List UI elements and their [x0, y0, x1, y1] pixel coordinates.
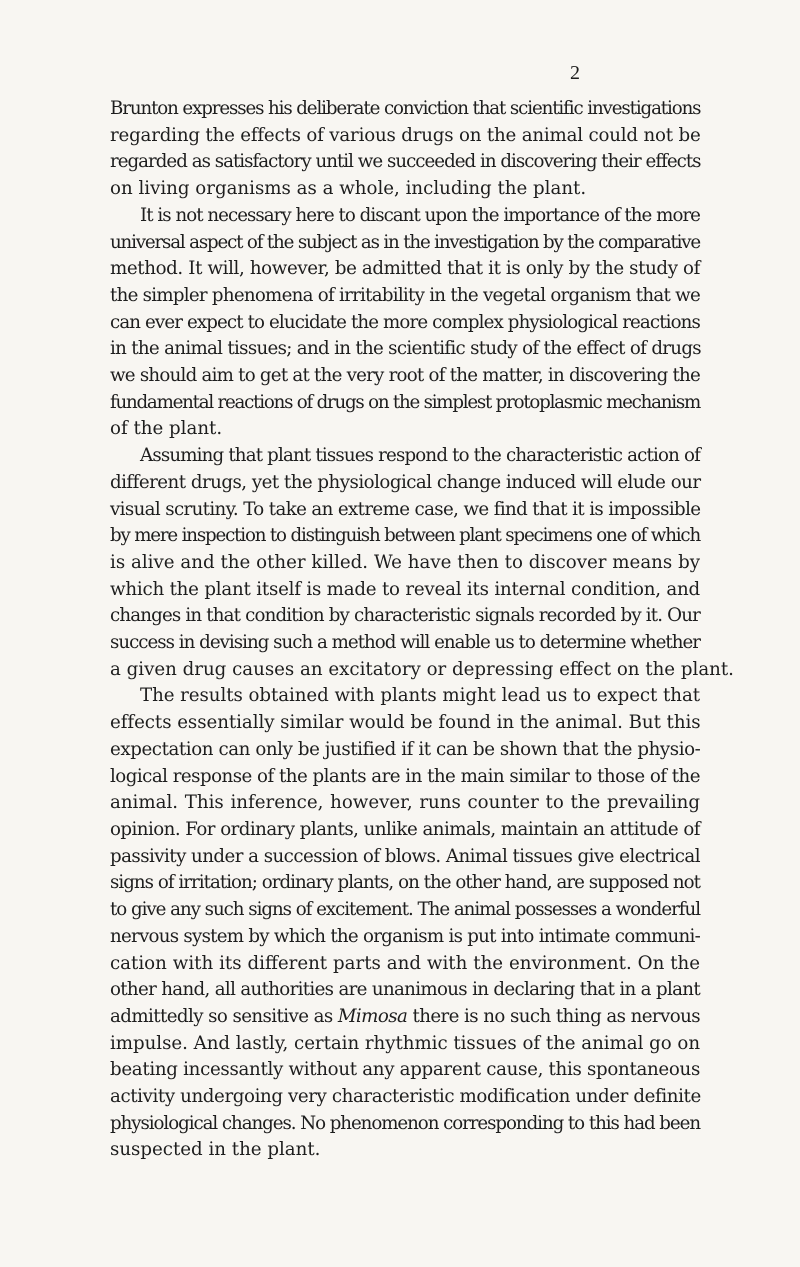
- text-line: to give any such signs of excitement. The animal possesses a wonderful: [110, 899, 700, 921]
- text-line: expectation can only be justified if it can be shown that the physio-: [110, 738, 701, 760]
- body-text: [110, 96, 734, 1164]
- text-line: method. It will, however, be admitted that it is only by the study of: [110, 258, 700, 280]
- page-number: 2: [570, 62, 580, 84]
- text-line: regarded as satisfactory until we succeeded in discovering their effects: [110, 151, 701, 173]
- text-line: physiological changes. No phenomenon corresponding to this had been: [110, 1112, 700, 1134]
- text-line: suspected in the plant.: [110, 1139, 321, 1161]
- text-line: The results obtained with plants might lead us to expect that: [140, 685, 700, 707]
- text-line: which the plant itself is made to reveal its internal condition, and: [110, 578, 700, 600]
- text-line: different drugs, yet the physiological change induced will elude our: [110, 471, 701, 493]
- text-line: regarding the effects of various drugs on the animal could not be: [110, 124, 701, 146]
- text-line: impulse. And lastly, certain rhythmic tissues of the animal go on: [110, 1032, 700, 1054]
- text-line: is alive and the other killed. We have then to discover means by: [110, 551, 700, 573]
- text-line: It is not necessary here to discant upon the importance of the more: [140, 204, 700, 226]
- paragraph-4: [110, 683, 700, 1164]
- text-line: a given drug causes an excitatory or depressing effect on the plant.: [110, 658, 734, 680]
- text-line: activity undergoing very characteristic modification under definite: [110, 1086, 701, 1108]
- text-line: nervous system by which the organism is put into intimate communi-: [110, 925, 700, 947]
- text-line: fundamental reactions of drugs on the simplest protoplasmic mechanism: [110, 391, 701, 413]
- text-line: logical response of the plants are in the main similar to those of the: [110, 765, 700, 787]
- species-name: Mimosa: [337, 1005, 408, 1027]
- paragraph-2: [110, 203, 700, 443]
- text-line: signs of irritation; ordinary plants, on the other hand, are supposed not: [110, 872, 701, 894]
- text-line: opinion. For ordinary plants, unlike animals, maintain an attitude of: [110, 818, 700, 840]
- text-line: other hand, all authorities are unanimous in declaring that in a plant: [110, 979, 700, 1001]
- text-fragment: admittedly so sensitive as: [110, 1005, 333, 1027]
- paragraph-1: [110, 96, 700, 203]
- text-line: changes in that condition by characteristic signals recorded by it. Our: [110, 605, 700, 627]
- text-line: Assuming that plant tissues respond to the characteristic action of: [140, 445, 700, 467]
- text-line: success in devising such a method will enable us to determine whether: [110, 632, 700, 654]
- text-line: [110, 1004, 700, 1031]
- text-line: of the plant.: [110, 418, 223, 440]
- text-line: cation with its different parts and with the environment. On the: [110, 952, 700, 974]
- text-fragment: there is no such thing as nervous: [412, 1005, 701, 1027]
- text-line: Brunton expresses his deliberate conviction that scientific investigations: [110, 98, 701, 119]
- text-line: passivity under a succession of blows. Animal tissues give electrical: [110, 845, 700, 867]
- text-line: we should aim to get at the very root of the matter, in discovering the: [110, 365, 700, 387]
- paragraph-3: [110, 443, 734, 683]
- text-line: the simpler phenomena of irritability in the vegetal organism that we: [110, 284, 700, 306]
- text-line: beating incessantly without any apparent cause, this spontaneous: [110, 1059, 700, 1081]
- text-line: can ever expect to elucidate the more complex physiological reactions: [110, 311, 700, 333]
- text-line: animal. This inference, however, runs counter to the prevailing: [110, 792, 700, 814]
- text-line: universal aspect of the subject as in the investigation by the comparative: [110, 231, 700, 253]
- text-line: effects essentially similar would be found in the animal. But this: [110, 712, 701, 734]
- text-line: on living organisms as a whole, including the plant.: [110, 178, 587, 200]
- text-line: by mere inspection to distinguish between plant specimens one of which: [110, 525, 700, 547]
- text-line: in the animal tissues; and in the scientific study of the effect of drugs: [110, 338, 701, 360]
- text-line: visual scrutiny. To take an extreme case, we find that it is impossible: [110, 498, 701, 520]
